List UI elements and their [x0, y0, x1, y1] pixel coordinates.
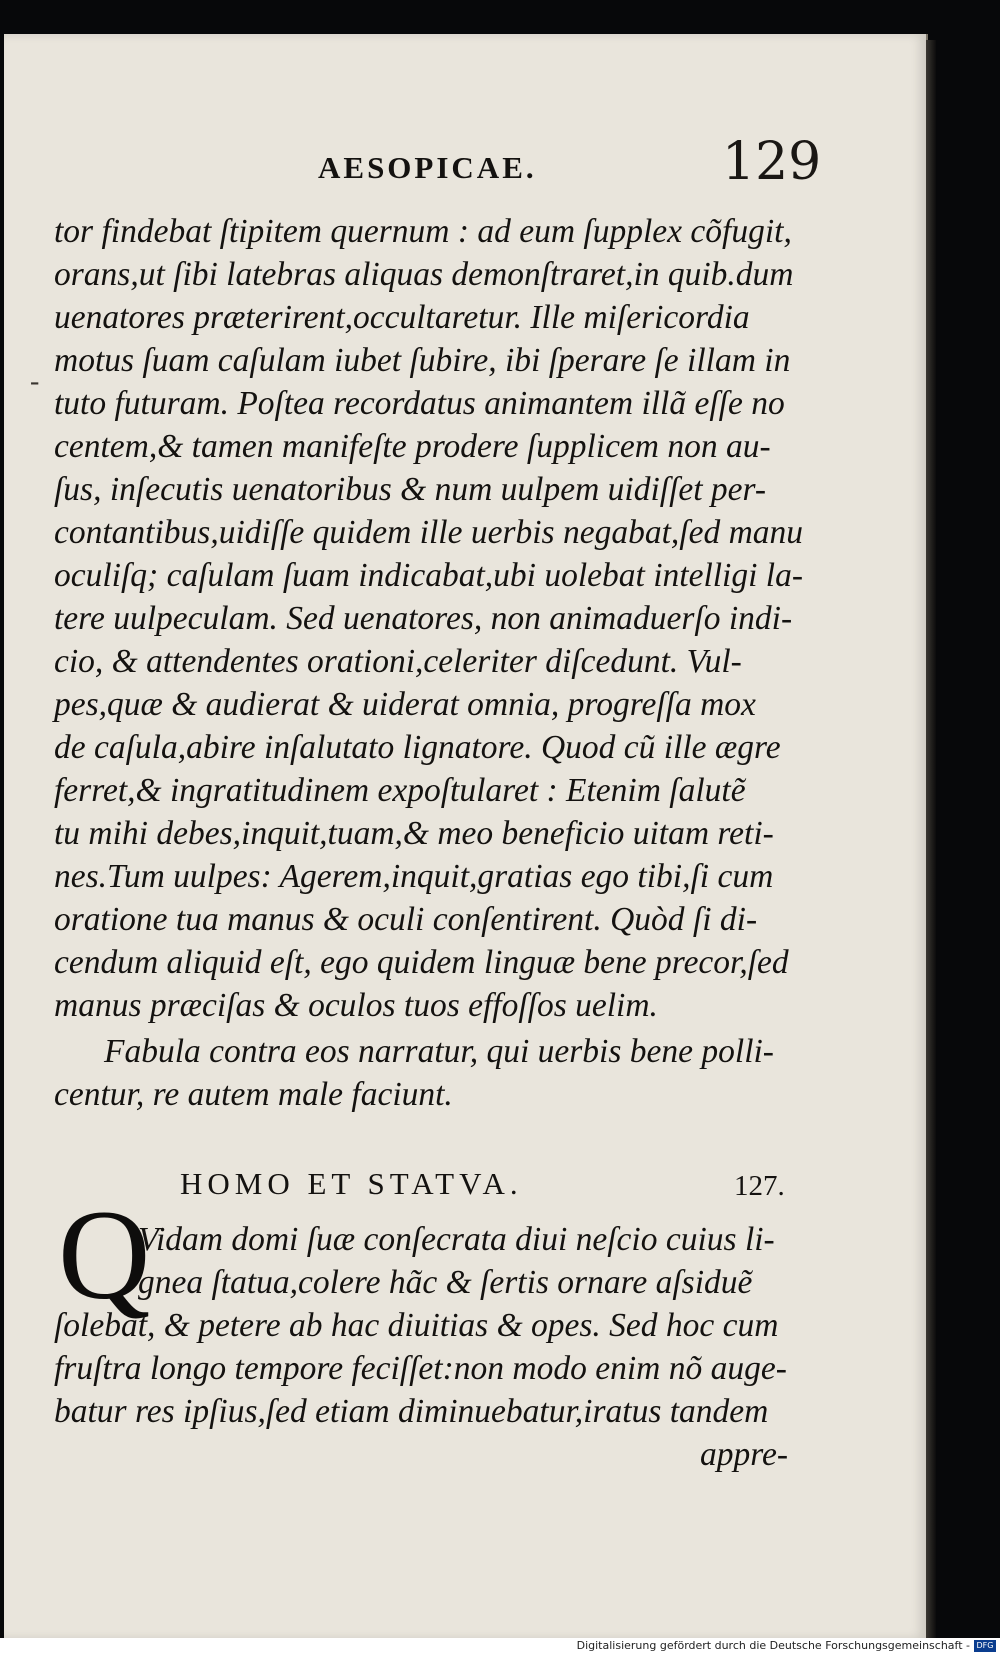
fable-number: 127. — [734, 1170, 785, 1202]
running-head: AESOPICAE. — [318, 150, 537, 185]
fable-line: ſolebat, & petere ab hac diuitias & opes. Sed hoc cum — [54, 1307, 779, 1344]
text-line: oratione tua manus & oculi conſentirent. Quòd ſi di- — [54, 901, 758, 938]
fable-title: HOMO ET STATVA. — [180, 1166, 523, 1201]
text-line: uenatores præterirent,occultaretur. Ille miſericordia — [54, 299, 750, 336]
moral-line: Fabula contra eos narratur, qui uerbis bene polli- — [104, 1033, 774, 1070]
text-line: tu mihi debes,inquit,tuam,& meo beneficio uitam reti- — [54, 815, 774, 852]
text-line: ſus, inſecutis uenatoribus & num uulpem uidiſſet per- — [54, 471, 767, 508]
margin-mark: - — [30, 366, 40, 397]
text-line: orans,ut ſibi latebras aliquas demonſtraret,in quib.dum — [54, 256, 794, 293]
book-spine — [926, 40, 936, 1640]
text-line: oculiſq; caſulam ſuam indicabat,ubi uolebat intelligi la- — [54, 557, 804, 594]
fable-line: Vidam domi ſuæ conſecrata diui neſcio cuius li- — [138, 1221, 775, 1258]
text-line: tuto futuram. Poſtea recordatus animantem illã eſſe no — [54, 385, 785, 422]
text-line: tor findebat ſtipitem quernum : ad eum ſupplex cõfugit, — [54, 213, 792, 250]
dfg-logo: DFG — [974, 1640, 996, 1652]
text-line: de caſula,abire inſalutato lignatore. Quod cũ ille ægre — [54, 729, 781, 766]
catchword: appre- — [700, 1436, 789, 1473]
moral-line: centur, re autem male faciunt. — [54, 1076, 453, 1113]
page-number: 129 — [722, 132, 822, 192]
text-line: tere uulpeculam. Sed uenatores, non animaduerſo indi- — [54, 600, 793, 637]
footer-bar — [0, 1638, 1000, 1655]
text-line: motus ſuam caſulam iubet ſubire, ibi ſperare ſe illam in — [54, 342, 791, 379]
text-line: contantibus,uidiſſe quidem ille uerbis negabat,ſed manu — [54, 514, 804, 551]
text-line: manus præciſas & oculos tuos effoſſos uelim. — [54, 987, 658, 1024]
text-line: ferret,& ingratitudinem expoſtularet : Etenim ſalutẽ — [54, 772, 746, 809]
text-line: pes,quæ & audierat & uiderat omnia, progreſſa mox — [54, 686, 756, 723]
drop-cap: Q — [58, 1184, 151, 1326]
text-line: nes.Tum uulpes: Agerem,inquit,gratias ego tibi,ſi cum — [54, 858, 774, 895]
text-line: cendum aliquid eſt, ego quidem linguæ bene precor,ſed — [54, 944, 789, 981]
text-line: centem,& tamen manifeſte prodere ſupplicem non au- — [54, 428, 771, 465]
fable-line: fruſtra longo tempore feciſſet:non modo enim nõ auge- — [54, 1350, 787, 1387]
text-line: cio, & attendentes orationi,celeriter diſcedunt. Vul- — [54, 643, 742, 680]
fable-line: gnea ſtatua,colere hãc & ſertis ornare aſsiduẽ — [138, 1264, 753, 1301]
footer-credit: Digitalisierung gefördert durch die Deutsche Forschungsgemeinschaft - — [576, 1639, 970, 1652]
fable-line: batur res ipſius,ſed etiam diminuebatur,iratus tandem — [54, 1393, 769, 1430]
